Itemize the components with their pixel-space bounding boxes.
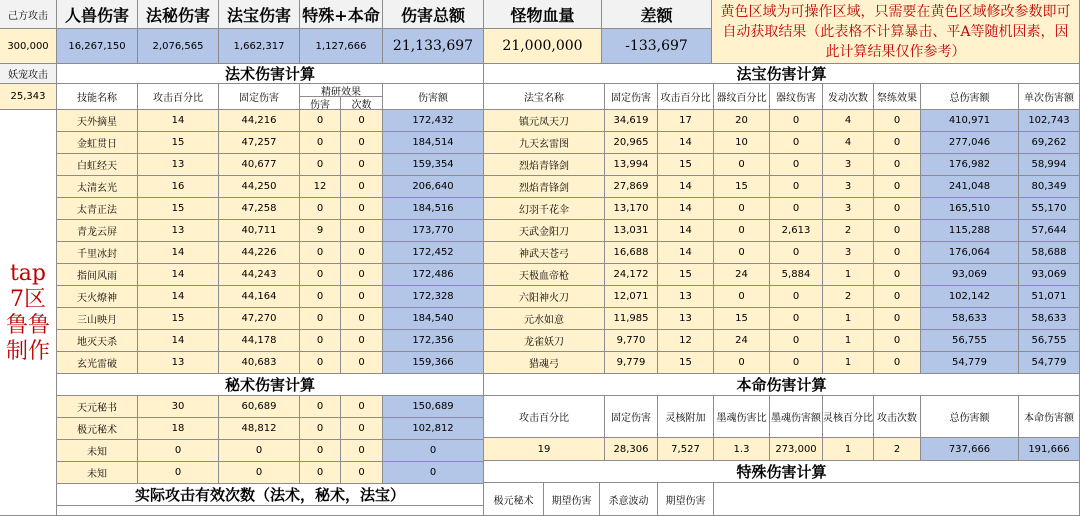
treasure-name[interactable]: 六阳神火刀: [484, 286, 605, 308]
treasure-cell: 54,779: [1019, 352, 1080, 374]
spell-skill-name[interactable]: 太青正法: [57, 198, 138, 220]
treasure-cell[interactable]: 0: [770, 308, 823, 330]
treasure-cell[interactable]: 20: [714, 110, 770, 132]
beast-damage-value: 16,267,150: [57, 29, 138, 64]
treasure-cell[interactable]: 0: [874, 264, 921, 286]
secret-cell[interactable]: 0: [138, 462, 219, 484]
header-special-natal: 特殊+本命: [300, 0, 383, 29]
treasure-cell[interactable]: 4: [823, 132, 874, 154]
header-difference: 差额: [602, 0, 712, 29]
treasure-cell[interactable]: 1: [823, 308, 874, 330]
treasure-cell[interactable]: 27,869: [605, 176, 658, 198]
treasure-cell[interactable]: 15: [658, 154, 714, 176]
spell-cell[interactable]: 0: [300, 132, 341, 154]
secret-skill-name[interactable]: 未知: [57, 440, 138, 462]
secret-skill-name[interactable]: 未知: [57, 462, 138, 484]
treasure-cell[interactable]: 0: [714, 154, 770, 176]
natal-cell: 191,666: [1019, 438, 1080, 461]
col-damage-amount: 伤害额: [383, 84, 484, 110]
spell-cell: 172,452: [383, 242, 484, 264]
spell-cell[interactable]: 15: [138, 308, 219, 330]
treasure-col-header: 固定伤害: [605, 84, 658, 110]
natal-col-header: 总伤害额: [921, 396, 1019, 438]
natal-cell[interactable]: 19: [484, 438, 605, 461]
treasure-name[interactable]: 幻羽千花伞: [484, 198, 605, 220]
spell-cell: 184,540: [383, 308, 484, 330]
secret-cell[interactable]: 0: [341, 418, 383, 440]
spell-cell[interactable]: 40,711: [219, 220, 300, 242]
spell-cell[interactable]: 44,250: [219, 176, 300, 198]
treasure-name[interactable]: 烈焰青锋剑: [484, 154, 605, 176]
secret-cell[interactable]: 0: [341, 440, 383, 462]
treasure-cell[interactable]: 0: [874, 176, 921, 198]
secret-cell[interactable]: 0: [341, 462, 383, 484]
spell-cell[interactable]: 0: [341, 330, 383, 352]
spell-cell: 172,432: [383, 110, 484, 132]
special-col-header: 期望伤害: [658, 483, 714, 516]
spell-cell[interactable]: 0: [341, 264, 383, 286]
spell-skill-name[interactable]: 指间风雨: [57, 264, 138, 286]
secret-cell[interactable]: 0: [300, 396, 341, 418]
treasure-cell: 54,779: [921, 352, 1019, 374]
treasure-cell[interactable]: 15: [714, 176, 770, 198]
treasure-cell[interactable]: 14: [658, 176, 714, 198]
treasure-cell[interactable]: 1: [823, 330, 874, 352]
spell-skill-name[interactable]: 青龙云屏: [57, 220, 138, 242]
spell-skill-name[interactable]: 白虹经天: [57, 154, 138, 176]
spell-skill-name[interactable]: 金虹贯日: [57, 132, 138, 154]
treasure-col-header: 攻击百分比: [658, 84, 714, 110]
special-empty-area: [714, 483, 1080, 516]
effective-count-row: [57, 506, 484, 516]
spell-cell[interactable]: 0: [300, 154, 341, 176]
special-col-header: 杀意波动: [600, 483, 658, 516]
treasure-damage-value: 1,662,317: [219, 29, 300, 64]
treasure-cell[interactable]: 4: [823, 110, 874, 132]
spell-cell[interactable]: 0: [300, 110, 341, 132]
author-credit: [0, 110, 57, 516]
spell-skill-name[interactable]: 玄光雷破: [57, 352, 138, 374]
treasure-cell[interactable]: 14: [658, 198, 714, 220]
spell-cell[interactable]: 15: [138, 198, 219, 220]
spell-cell: 159,366: [383, 352, 484, 374]
natal-cell[interactable]: 273,000: [770, 438, 823, 461]
spell-cell[interactable]: 14: [138, 242, 219, 264]
secret-cell[interactable]: 60,689: [219, 396, 300, 418]
col-skill-name: 技能名称: [57, 84, 138, 110]
spell-cell[interactable]: 40,677: [219, 154, 300, 176]
effective-count-title: 实际攻击有效次数（法术，秘术，法宝）: [57, 484, 484, 506]
treasure-cell: 93,069: [1019, 264, 1080, 286]
spell-cell[interactable]: 47,258: [219, 198, 300, 220]
treasure-cell[interactable]: 24: [714, 330, 770, 352]
treasure-name[interactable]: 烈焰青锋剑: [484, 176, 605, 198]
secret-cell[interactable]: 0: [300, 440, 341, 462]
header-beast-damage: 人兽伤害: [57, 0, 138, 29]
natal-cell[interactable]: 2: [874, 438, 921, 461]
treasure-cell[interactable]: 0: [770, 110, 823, 132]
secret-cell[interactable]: 18: [138, 418, 219, 440]
treasure-cell: 102,142: [921, 286, 1019, 308]
secret-cell[interactable]: 0: [138, 440, 219, 462]
treasure-cell[interactable]: 34,619: [605, 110, 658, 132]
spell-cell: 206,640: [383, 176, 484, 198]
spell-cell[interactable]: 0: [341, 352, 383, 374]
treasure-col-header: 器纹伤害: [770, 84, 823, 110]
spell-cell[interactable]: 0: [341, 242, 383, 264]
col-refine-effect: 精研效果: [300, 84, 383, 97]
treasure-cell[interactable]: 0: [714, 242, 770, 264]
treasure-cell[interactable]: 13,994: [605, 154, 658, 176]
treasure-cell[interactable]: 13,170: [605, 198, 658, 220]
treasure-cell[interactable]: 0: [770, 132, 823, 154]
author-credit-text: tap 7区 鲁鲁 制作: [5, 260, 50, 364]
treasure-cell[interactable]: 0: [770, 242, 823, 264]
treasure-cell[interactable]: 3: [823, 154, 874, 176]
spell-cell[interactable]: 0: [341, 154, 383, 176]
secret-cell[interactable]: 48,812: [219, 418, 300, 440]
treasure-cell[interactable]: 0: [874, 330, 921, 352]
spell-cell[interactable]: 13: [138, 352, 219, 374]
spell-cell[interactable]: 13: [138, 154, 219, 176]
special-col-header: 极元秘术: [484, 483, 544, 516]
instructions-note: 黄色区域为可操作区域，只需要在黄色区域修改参数即可自动获取结果（此表格不计算暴击、平A等随机因素，因此计算结果仅作参考）: [712, 0, 1080, 64]
spell-cell[interactable]: 0: [300, 286, 341, 308]
treasure-cell[interactable]: 13: [658, 308, 714, 330]
natal-cell[interactable]: 7,527: [658, 438, 714, 461]
header-total-damage: 伤害总额: [383, 0, 484, 29]
treasure-name[interactable]: 天武金阳刀: [484, 220, 605, 242]
spell-skill-name[interactable]: 天火燎神: [57, 286, 138, 308]
treasure-cell[interactable]: 2,613: [770, 220, 823, 242]
treasure-cell[interactable]: 16,688: [605, 242, 658, 264]
treasure-cell: 56,755: [1019, 330, 1080, 352]
secret-cell[interactable]: 0: [341, 396, 383, 418]
header-monster-hp: 怪物血量: [484, 0, 602, 29]
treasure-col-header: 祭练效果: [874, 84, 921, 110]
treasure-cell[interactable]: 15: [714, 308, 770, 330]
secret-cell[interactable]: 0: [219, 440, 300, 462]
treasure-cell[interactable]: 1: [823, 352, 874, 374]
treasure-cell: 58,633: [1019, 308, 1080, 330]
natal-cell[interactable]: 1.3: [714, 438, 770, 461]
spell-cell[interactable]: 40,683: [219, 352, 300, 374]
treasure-cell[interactable]: 2: [823, 286, 874, 308]
spell-cell: 172,328: [383, 286, 484, 308]
treasure-cell: 176,064: [921, 242, 1019, 264]
treasure-section-title: 法宝伤害计算: [484, 64, 1080, 84]
monster-hp-cell[interactable]: 21,000,000: [484, 29, 602, 64]
treasure-cell[interactable]: 11,985: [605, 308, 658, 330]
total-damage-value: 21,133,697: [383, 29, 484, 64]
treasure-cell: 410,971: [921, 110, 1019, 132]
pet-attack-cell[interactable]: 25,343: [0, 84, 57, 110]
spell-cell[interactable]: 47,257: [219, 132, 300, 154]
natal-col-header: 固定伤害: [605, 396, 658, 438]
spell-cell: 173,770: [383, 220, 484, 242]
treasure-col-header: 器纹百分比: [714, 84, 770, 110]
spell-cell: 159,354: [383, 154, 484, 176]
natal-cell[interactable]: 1: [823, 438, 874, 461]
secret-skill-name[interactable]: 极元秘术: [57, 418, 138, 440]
treasure-cell[interactable]: 0: [770, 154, 823, 176]
treasure-cell[interactable]: 3: [823, 242, 874, 264]
treasure-name[interactable]: 九天玄雷图: [484, 132, 605, 154]
treasure-cell: 176,982: [921, 154, 1019, 176]
spell-cell[interactable]: 16: [138, 176, 219, 198]
spell-cell: 184,516: [383, 198, 484, 220]
spell-skill-name[interactable]: 三山映月: [57, 308, 138, 330]
treasure-cell[interactable]: 2: [823, 220, 874, 242]
spell-cell[interactable]: 12: [300, 176, 341, 198]
treasure-cell[interactable]: 0: [874, 286, 921, 308]
treasure-cell[interactable]: 12,071: [605, 286, 658, 308]
spell-cell[interactable]: 0: [300, 352, 341, 374]
spell-cell[interactable]: 14: [138, 330, 219, 352]
secret-section-title: 秘术伤害计算: [57, 374, 484, 396]
spell-cell[interactable]: 0: [341, 220, 383, 242]
spell-cell[interactable]: 44,243: [219, 264, 300, 286]
spell-cell[interactable]: 0: [341, 132, 383, 154]
secret-skill-name[interactable]: 天元秘书: [57, 396, 138, 418]
treasure-cell[interactable]: 10: [714, 132, 770, 154]
treasure-cell[interactable]: 0: [714, 220, 770, 242]
natal-section-title: 本命伤害计算: [484, 374, 1080, 396]
treasure-cell: 51,071: [1019, 286, 1080, 308]
spell-cell[interactable]: 0: [341, 110, 383, 132]
secret-cell[interactable]: 30: [138, 396, 219, 418]
treasure-cell[interactable]: 0: [770, 352, 823, 374]
treasure-cell[interactable]: 0: [714, 286, 770, 308]
treasure-cell: 58,633: [921, 308, 1019, 330]
treasure-cell[interactable]: 0: [874, 352, 921, 374]
special-col-header: 期望伤害: [544, 483, 600, 516]
spell-cell: 172,486: [383, 264, 484, 286]
spell-cell[interactable]: 0: [300, 308, 341, 330]
natal-col-header: 攻击百分比: [484, 396, 605, 438]
treasure-cell[interactable]: 0: [770, 176, 823, 198]
secret-cell[interactable]: 0: [219, 462, 300, 484]
own-attack-label: 己方攻击: [0, 0, 57, 29]
natal-col-header: 攻击次数: [874, 396, 921, 438]
spell-skill-name[interactable]: 太清玄光: [57, 176, 138, 198]
treasure-cell[interactable]: 3: [823, 198, 874, 220]
treasure-cell: 69,262: [1019, 132, 1080, 154]
spell-cell[interactable]: 0: [341, 176, 383, 198]
spell-cell[interactable]: 0: [300, 330, 341, 352]
secret-cell[interactable]: 0: [300, 462, 341, 484]
secret-cell: 0: [383, 440, 484, 462]
spell-cell[interactable]: 0: [341, 308, 383, 330]
col-fixed-damage: 固定伤害: [219, 84, 300, 110]
treasure-cell[interactable]: 0: [714, 352, 770, 374]
natal-cell: 737,666: [921, 438, 1019, 461]
treasure-cell[interactable]: 0: [770, 198, 823, 220]
treasure-cell: 277,046: [921, 132, 1019, 154]
spell-skill-name[interactable]: 天外摘星: [57, 110, 138, 132]
spell-cell: 184,514: [383, 132, 484, 154]
treasure-cell: 93,069: [921, 264, 1019, 286]
treasure-cell: 165,510: [921, 198, 1019, 220]
treasure-cell: 55,170: [1019, 198, 1080, 220]
treasure-cell[interactable]: 0: [770, 286, 823, 308]
treasure-cell[interactable]: 14: [658, 242, 714, 264]
treasure-cell[interactable]: 13: [658, 286, 714, 308]
natal-col-header: 墨魂伤害比: [714, 396, 770, 438]
spell-cell[interactable]: 0: [300, 242, 341, 264]
treasure-name[interactable]: 元水如意: [484, 308, 605, 330]
spell-cell[interactable]: 0: [300, 198, 341, 220]
spell-cell[interactable]: 0: [341, 198, 383, 220]
secret-cell[interactable]: 0: [300, 418, 341, 440]
treasure-cell[interactable]: 5,884: [770, 264, 823, 286]
special-section-title: 特殊伤害计算: [484, 461, 1080, 483]
secret-cell: 0: [383, 462, 484, 484]
col-refine-count: 次数: [341, 97, 383, 110]
treasure-cell[interactable]: 0: [874, 110, 921, 132]
spell-cell[interactable]: 14: [138, 286, 219, 308]
spell-cell[interactable]: 14: [138, 264, 219, 286]
treasure-cell: 115,288: [921, 220, 1019, 242]
treasure-cell[interactable]: 0: [714, 198, 770, 220]
spell-cell[interactable]: 14: [138, 110, 219, 132]
treasure-cell[interactable]: 9,779: [605, 352, 658, 374]
treasure-cell[interactable]: 13,031: [605, 220, 658, 242]
spell-cell[interactable]: 44,226: [219, 242, 300, 264]
natal-col-header: 本命伤害额: [1019, 396, 1080, 438]
treasure-cell[interactable]: 0: [874, 242, 921, 264]
treasure-name[interactable]: 龙雀妖刀: [484, 330, 605, 352]
treasure-cell: 58,994: [1019, 154, 1080, 176]
treasure-cell: 102,743: [1019, 110, 1080, 132]
special-natal-value: 1,127,666: [300, 29, 383, 64]
spell-skill-name[interactable]: 地灭天杀: [57, 330, 138, 352]
treasure-name[interactable]: 镇元凤天刀: [484, 110, 605, 132]
treasure-cell[interactable]: 24: [714, 264, 770, 286]
spell-skill-name[interactable]: 千里冰封: [57, 242, 138, 264]
spell-cell[interactable]: 0: [341, 286, 383, 308]
treasure-cell[interactable]: 0: [874, 308, 921, 330]
treasure-cell[interactable]: 0: [874, 198, 921, 220]
treasure-cell[interactable]: 0: [770, 330, 823, 352]
col-refine-damage: 伤害: [300, 97, 341, 110]
spell-cell[interactable]: 44,216: [219, 110, 300, 132]
header-spell-damage: 法秘伤害: [138, 0, 219, 29]
spell-damage-value: 2,076,565: [138, 29, 219, 64]
spell-cell[interactable]: 15: [138, 132, 219, 154]
spell-cell[interactable]: 47,270: [219, 308, 300, 330]
natal-col-header: 灵核百分比: [823, 396, 874, 438]
treasure-col-header: 单次伤害额: [1019, 84, 1080, 110]
treasure-cell[interactable]: 9,770: [605, 330, 658, 352]
treasure-col-header: 发动次数: [823, 84, 874, 110]
pet-attack-label: 妖宠攻击: [0, 64, 57, 84]
spell-cell[interactable]: 44,164: [219, 286, 300, 308]
natal-col-header: 灵核附加: [658, 396, 714, 438]
treasure-cell[interactable]: 12: [658, 330, 714, 352]
difference-value: -133,697: [602, 29, 712, 64]
treasure-cell[interactable]: 0: [874, 220, 921, 242]
spell-cell[interactable]: 9: [300, 220, 341, 242]
treasure-cell[interactable]: 15: [658, 264, 714, 286]
spell-cell[interactable]: 0: [300, 264, 341, 286]
spell-section-title: 法术伤害计算: [57, 64, 484, 84]
treasure-cell[interactable]: 20,965: [605, 132, 658, 154]
treasure-cell: 56,755: [921, 330, 1019, 352]
col-attack-percent: 攻击百分比: [138, 84, 219, 110]
treasure-cell[interactable]: 3: [823, 176, 874, 198]
treasure-cell[interactable]: 1: [823, 264, 874, 286]
treasure-cell[interactable]: 14: [658, 132, 714, 154]
natal-col-header: 墨魂伤害额: [770, 396, 823, 438]
treasure-name[interactable]: 神武天苍弓: [484, 242, 605, 264]
treasure-cell[interactable]: 0: [874, 154, 921, 176]
treasure-col-header: 总伤害额: [921, 84, 1019, 110]
treasure-col-header: 法宝名称: [484, 84, 605, 110]
treasure-name[interactable]: 猎魂弓: [484, 352, 605, 374]
secret-cell: 102,812: [383, 418, 484, 440]
spell-cell[interactable]: 13: [138, 220, 219, 242]
natal-cell[interactable]: 28,306: [605, 438, 658, 461]
spell-cell[interactable]: 44,178: [219, 330, 300, 352]
treasure-cell[interactable]: 14: [658, 220, 714, 242]
treasure-name[interactable]: 天极血帝枪: [484, 264, 605, 286]
treasure-cell[interactable]: 24,172: [605, 264, 658, 286]
treasure-cell[interactable]: 17: [658, 110, 714, 132]
treasure-cell: 241,048: [921, 176, 1019, 198]
treasure-cell[interactable]: 15: [658, 352, 714, 374]
own-attack-cell[interactable]: 300,000: [0, 29, 57, 64]
secret-cell: 150,689: [383, 396, 484, 418]
spell-cell: 172,356: [383, 330, 484, 352]
treasure-cell: 57,644: [1019, 220, 1080, 242]
treasure-cell: 80,349: [1019, 176, 1080, 198]
treasure-cell: 58,688: [1019, 242, 1080, 264]
treasure-cell[interactable]: 0: [874, 132, 921, 154]
header-treasure-damage: 法宝伤害: [219, 0, 300, 29]
